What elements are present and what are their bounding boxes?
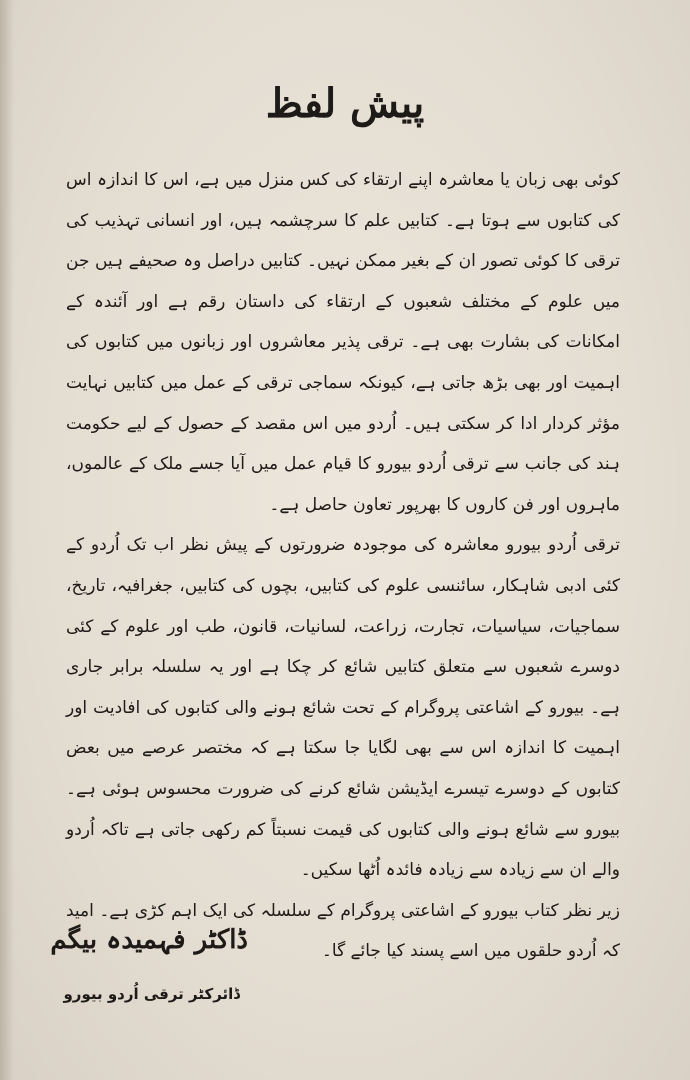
paragraph-3: زیر نظر کتاب بیورو کے اشاعتی پروگرام کے سلسلہ کی ایک اہم کڑی ہے۔ امید کہ اُردو حلقوں میں اسے پسند کیا جائے گا۔: [66, 900, 620, 962]
page-binding-shadow: [0, 0, 14, 1080]
paragraph-1: کوئی بھی زبان یا معاشرہ اپنے ارتقاء کی کس منزل میں ہے، اس کا اندازہ اس کی کتابوں سے ہوتا ہے۔ کتابیں علم کا سرچشمہ ہیں، اور انسانی تہذیب کی ترقی کا کوئی تصور ان کے بغیر ممکن نہیں۔ کتابیں دراصل وہ صحیفے ہیں جن میں علوم کے مختلف شعبوں کے ارتقاء کی داستان رقم ہے اور آئندہ کے امکانات کی بشارت بھی ہے۔ ترقی پذیر معاشروں اور زبانوں میں کتابوں کی اہمیت اور بھی بڑھ جاتی ہے، کیونکہ سماجی ترقی کے عمل میں کتابیں نہایت مؤثر کردار ادا کر سکتی ہیں۔ اُردو میں اس مقصد کے حصول کے لیے حکومت ہند کی جانب سے ترقی اُردو بیورو کا قیام عمل میں آیا جسے ملک کے عالموں، ماہروں اور فن کاروں کا بھرپور تعاون حاصل ہے۔: [66, 170, 620, 515]
author-designation: ڈائرکٹر ترقی اُردو بیورو: [63, 985, 240, 1003]
page-title: پیش لفظ: [265, 80, 425, 127]
foreword-body: [66, 160, 620, 972]
paragraph-2: ترقی اُردو بیورو معاشرہ کی موجودہ ضرورتوں کے پیش نظر اب تک اُردو کے کئی ادبی شاہکار، سائنسی علوم کی کتابیں، بچوں کی کتابیں، جغرافیہ، تاریخ، سماجیات، سیاسیات، تجارت، زراعت، لسانیات، قانون، طب اور علوم کے کئی دوسرے شعبوں سے متعلق کتابیں شائع کر چکا ہے اور یہ سلسلہ برابر جاری ہے۔ بیورو کے اشاعتی پروگرام کے تحت شائع ہونے والی کتابوں کی افادیت اور اہمیت کا اندازہ اس سے بھی لگایا جا سکتا ہے کہ مختصر عرصے میں بعض کتابوں کے دوسرے تیسرے ایڈیشن شائع کرنے کی ضرورت محسوس ہوئی ہے۔ بیورو سے شائع ہونے والی کتابوں کی قیمت نسبتاً کم رکھی جاتی ہے تاکہ اُردو والے ان سے زیادہ سے زیادہ فائدہ اُٹھا سکیں۔: [66, 535, 620, 881]
author-signature: ڈاکٹر فہمیدہ بیگم: [50, 925, 248, 955]
